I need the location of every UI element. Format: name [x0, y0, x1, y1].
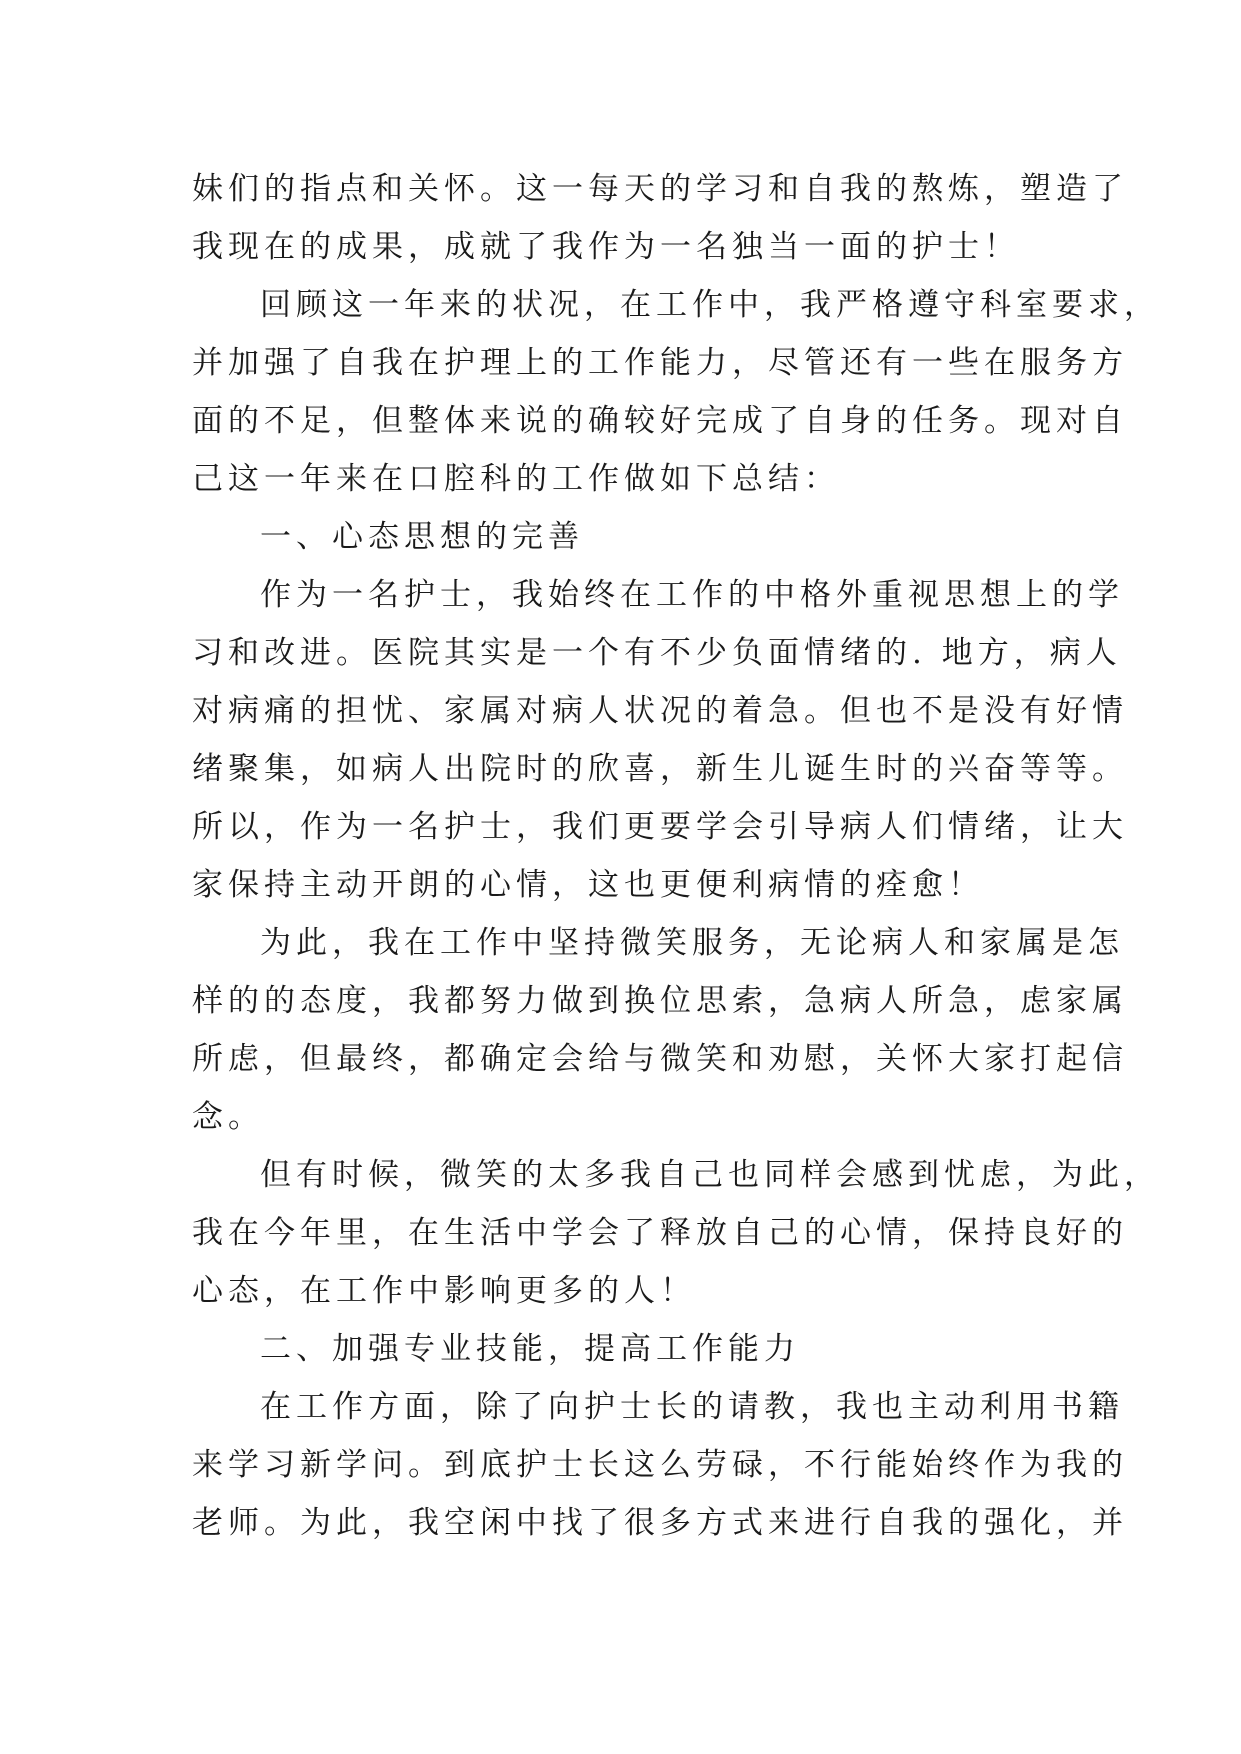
text-line: 家保持主动开朗的心情，这也更便利病情的痊愈！	[192, 867, 984, 903]
text-line: 我在今年里，在生活中学会了释放自己的心情，保持良好的	[192, 1215, 1128, 1251]
text-line: 所虑，但最终，都确定会给与微笑和劝慰，关怀大家打起信	[192, 1041, 1128, 1077]
text-line: 在工作方面，除了向护士长的请教，我也主动利用书籍	[260, 1389, 1124, 1425]
text-line: 绪聚集，如病人出院时的欣喜，新生儿诞生时的兴奋等等。	[192, 751, 1128, 787]
text-line: 回顾这一年来的状况，在工作中，我严格遵守科室要求，	[260, 287, 1160, 323]
document-body	[192, 160, 1160, 1552]
text-line: 妹们的指点和关怀。这一每天的学习和自我的熬炼，塑造了	[192, 171, 1128, 207]
text-line: 习和改进。医院其实是一个有不少负面情绪的. 地方，病人	[192, 635, 1122, 671]
text-line: 样的的态度，我都努力做到换位思索，急病人所急，虑家属	[192, 983, 1128, 1019]
text-line: 对病痛的担忧、家属对病人状况的着急。但也不是没有好情	[192, 693, 1128, 729]
text-line: 面的不足，但整体来说的确较好完成了自身的任务。现对自	[192, 403, 1128, 439]
text-line: 老师。为此，我空闲中找了很多方式来进行自我的强化，并	[192, 1505, 1128, 1541]
text-line: 心态，在工作中影响更多的人！	[192, 1273, 696, 1309]
section-heading: 一、心态思想的完善	[260, 519, 584, 555]
text-line: 所以，作为一名护士，我们更要学会引导病人们情绪，让大	[192, 809, 1128, 845]
text-line: 己这一年来在口腔科的工作做如下总结：	[192, 461, 840, 497]
text-line: 为此，我在工作中坚持微笑服务，无论病人和家属是怎	[260, 925, 1124, 961]
text-line: 念。	[192, 1099, 264, 1135]
text-line: 并加强了自我在护理上的工作能力，尽管还有一些在服务方	[192, 345, 1128, 381]
section-heading: 二、加强专业技能，提高工作能力	[260, 1331, 800, 1367]
text-line: 来学习新学问。到底护士长这么劳碌，不行能始终作为我的	[192, 1447, 1128, 1483]
text-line: 作为一名护士，我始终在工作的中格外重视思想上的学	[260, 577, 1124, 613]
text-line: 我现在的成果，成就了我作为一名独当一面的护士！	[192, 229, 1020, 265]
text-line: 但有时候，微笑的太多我自己也同样会感到忧虑，为此，	[260, 1157, 1160, 1193]
